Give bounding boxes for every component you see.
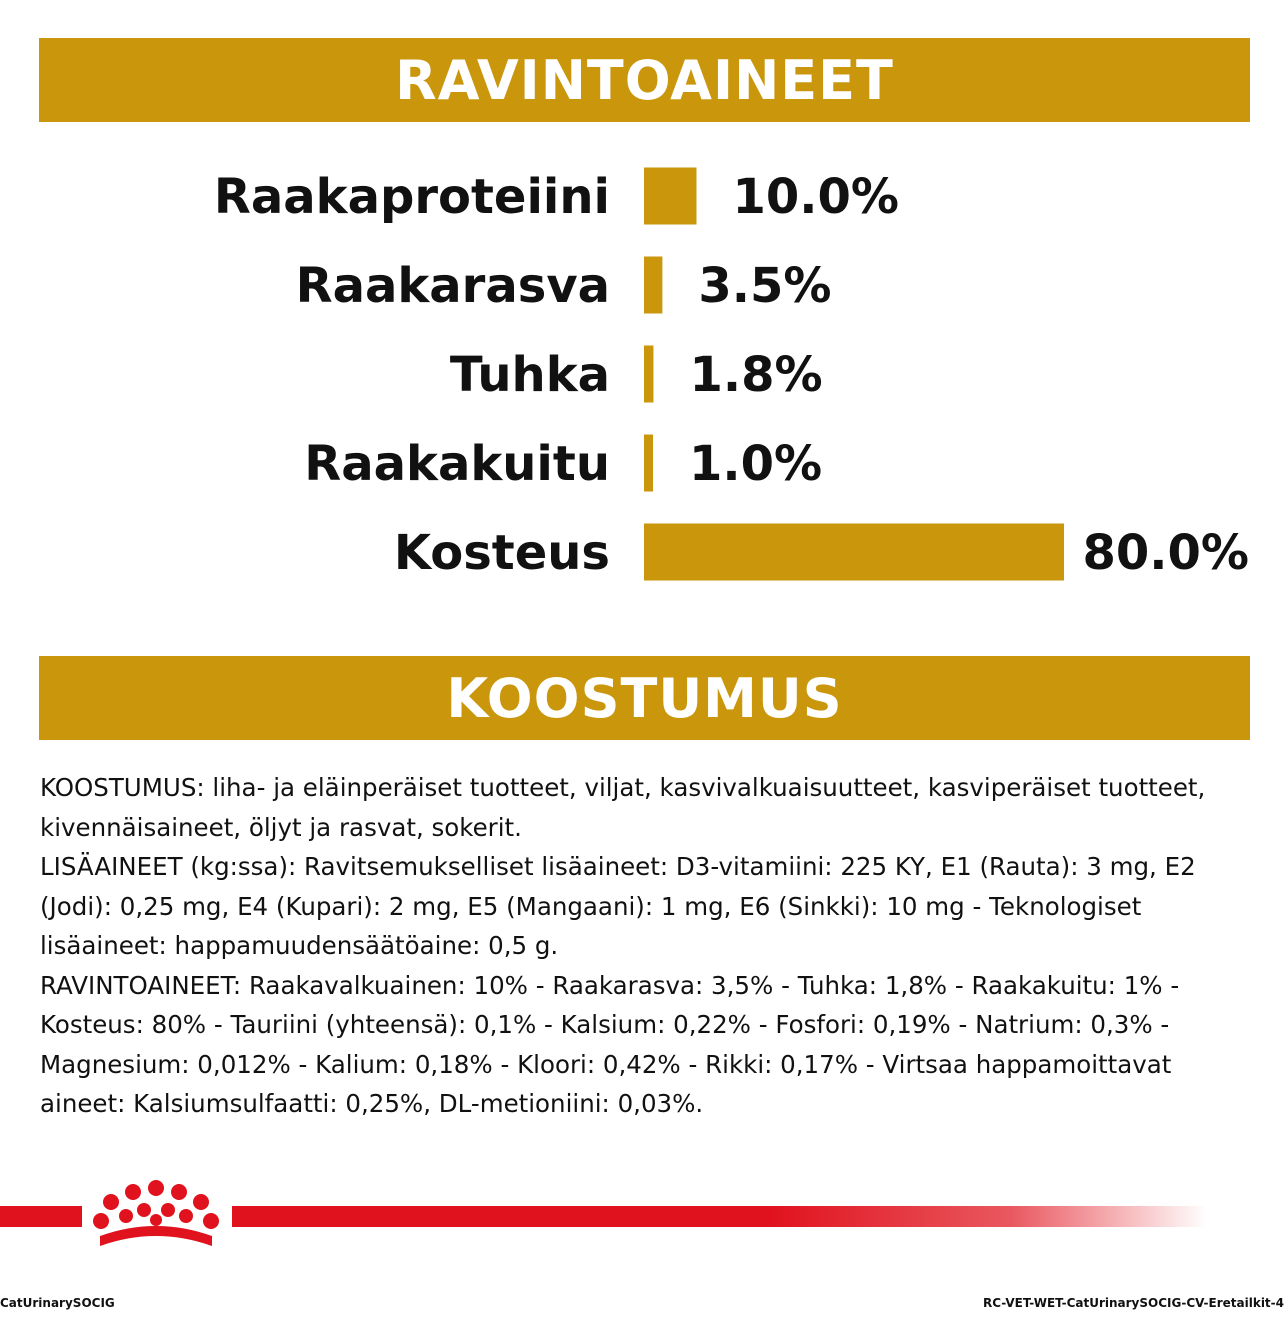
bar — [644, 168, 697, 225]
nutrient-bar-chart — [0, 150, 1288, 600]
composition-header-title: KOOSTUMUS — [446, 666, 843, 730]
footer-asset-code: RC-VET-WET-CatUrinarySOCIG-CV-Eretailkit-4 — [982, 1296, 1284, 1310]
value-label: 1.8% — [689, 347, 823, 403]
category-label: Kosteus — [393, 525, 610, 581]
nutrients-header-banner — [39, 38, 1250, 122]
composition-text-block — [40, 768, 1255, 1124]
bar — [644, 257, 662, 314]
composition-header-banner — [39, 656, 1250, 740]
bar — [644, 435, 653, 492]
bar — [644, 346, 653, 403]
brand-stripe-right — [232, 1206, 1207, 1227]
composition-paragraph: KOOSTUMUS: liha- ja eläinperäiset tuotteet, viljat, kasvivalkuaisuutteet, kasviperäiset tuotteet, kivennäisaineet, öljyt ja rasvat, sokerit. — [40, 773, 1206, 842]
nutrients-paragraph: RAVINTOAINEET: Raakavalkuainen: 10% - Raakarasva: 3,5% - Tuhka: 1,8% - Raakakuitu: 1% - Kosteus: 80% - Tauriini (yhteensä): 0,1% - Kalsium: 0,22% - Fosfori: 0,19% - Natrium: 0,3% - Magnesium: 0,012% - Kalium: 0,18% - Kloori: 0,42% - Rikki: 0,17% - Virtsaa happamoittavat aineet: Kalsiumsulfaatti: 0,25%, DL-metioniini: 0,03%. — [40, 970, 1180, 1118]
value-label: 10.0% — [732, 169, 900, 225]
brand-stripe-left — [0, 1206, 82, 1227]
category-label: Raakakuitu — [304, 436, 610, 492]
value-label: 80.0% — [1082, 525, 1249, 581]
bar — [644, 524, 1064, 581]
royal-canin-crown-icon — [86, 1176, 226, 1254]
additives-paragraph: LISÄAINEET (kg:ssa): Ravitsemukselliset lisäaineet: D3-vitamiini: 225 KY, E1 (Rauta): 3 mg, E2 (Jodi): 0,25 mg, E4 (Kupari): 2 mg, E5 (Mangaani): 1 mg, E6 (Sinkki): 10 mg - Teknologiset lisäaineet: happamuudensäätöaine: 0,5 g. — [40, 852, 1196, 960]
footer-product-code: CatUrinarySOCIG — [0, 1296, 115, 1310]
category-label: Raakarasva — [295, 258, 610, 314]
category-label: Raakaproteiini — [213, 169, 610, 225]
value-label: 1.0% — [689, 436, 823, 492]
nutrients-header-title: RAVINTOAINEET — [395, 48, 894, 112]
category-label: Tuhka — [449, 347, 610, 403]
value-label: 3.5% — [698, 258, 832, 314]
